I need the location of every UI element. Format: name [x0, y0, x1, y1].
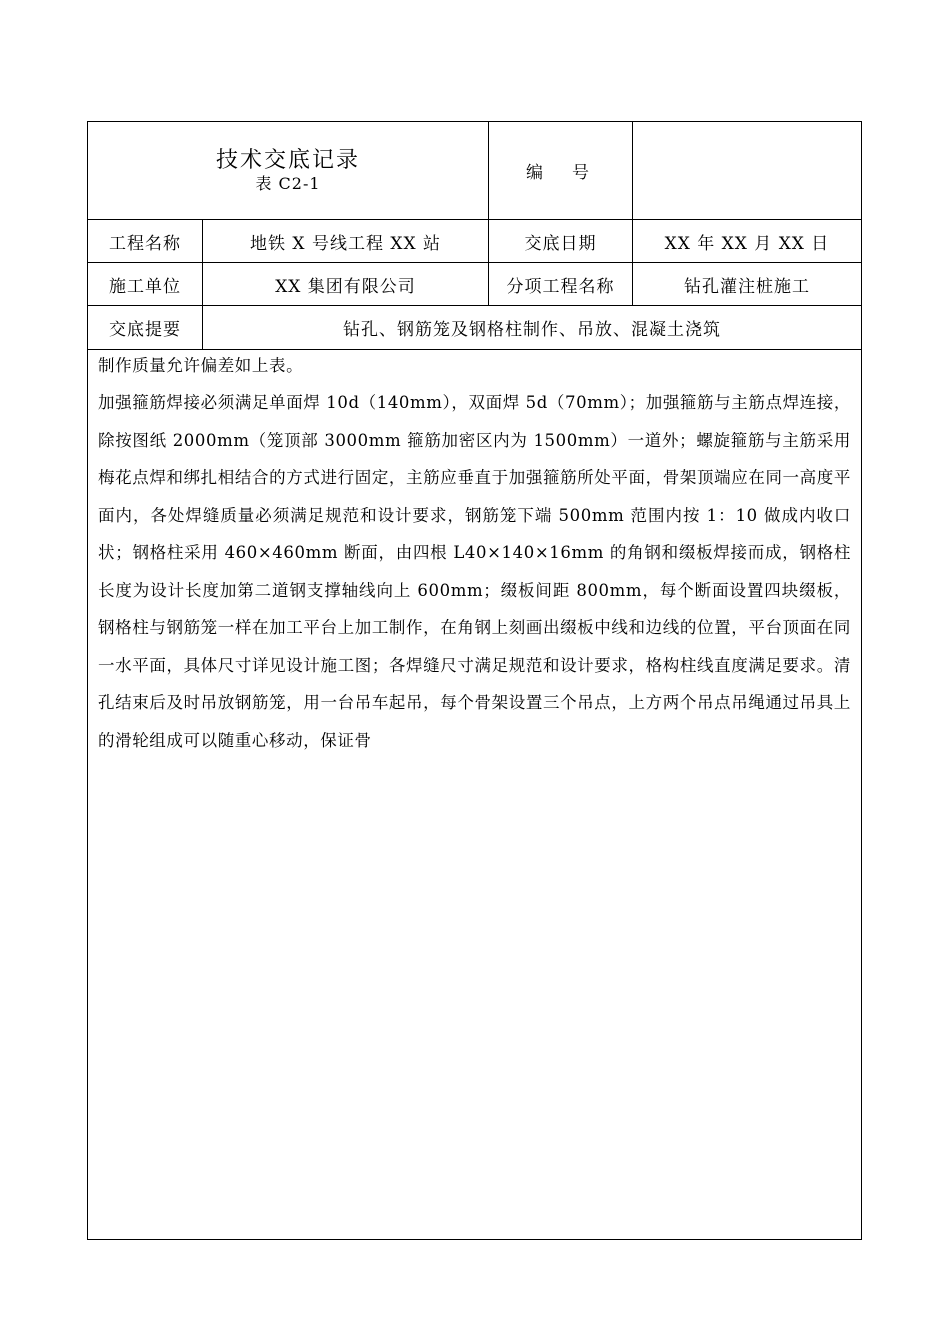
form-header-row	[88, 122, 861, 220]
contractor-value: XX 集团有限公司	[203, 263, 489, 305]
body-paragraph: 加强箍筋焊接必须满足单面焊 10d（140mm），双面焊 5d（70mm）；加强箍筋与主筋点焊连接，除按图纸 2000mm（笼顶部 3000mm 箍筋加密区内为 1500mm）一道外；螺旋箍筋与主筋采用梅花点焊和绑扎相结合的方式进行固定，主筋应垂直于加强箍筋所处平面，骨架顶端应在同一高度平面内，各处焊缝质量必须满足规范和设计要求，钢筋笼下端 500mm 范围内按 1：10 做成内收口状；钢格柱采用 460×460mm 断面，由四根 L40×140×16mm 的角钢和缀板焊接而成，钢格柱长度为设计长度加第二道钢支撑轴线向上 600mm；缀板间距 800mm，每个断面设置四块缀板，钢格柱与钢筋笼一样在加工平台上加工制作，在角钢上刻画出缀板中线和边线的位置，平台顶面在同一水平面，具体尺寸详见设计施工图；各焊缝尺寸满足规范和设计要求，格构柱线直度满足要求。清孔结束后及时吊放钢筋笼，用一台吊车起吊，每个骨架设置三个吊点，上方两个吊点吊绳通过吊具上的滑轮组成可以随重心移动，保证骨	[98, 393, 851, 750]
summary-label: 交底提要	[88, 306, 203, 349]
project-info-row	[88, 220, 861, 263]
form-code: 表 C2-1	[255, 173, 321, 193]
summary-row	[88, 306, 861, 350]
date-value: XX 年 XX 月 XX 日	[664, 233, 830, 254]
number-label: 编 号	[489, 122, 633, 219]
form-title-cell	[88, 122, 489, 219]
project-name-label: 工程名称	[88, 220, 203, 262]
form-title: 技术交底记录	[215, 147, 360, 173]
subitem-value: 钻孔灌注桩施工	[684, 276, 810, 297]
number-value	[633, 122, 861, 219]
disclosure-content	[98, 352, 851, 759]
tech-disclosure-form	[87, 121, 862, 1240]
body-first-line: 制作质量允许偏差如上表。	[98, 356, 304, 375]
project-name-value: 地铁 X 号线工程 XX 站	[203, 220, 489, 262]
contractor-label: 施工单位	[88, 263, 203, 305]
subitem-label: 分项工程名称	[489, 263, 633, 305]
date-label: 交底日期	[489, 220, 633, 262]
contractor-row	[88, 263, 861, 306]
summary-value: 钻孔、钢筋笼及钢格柱制作、吊放、混凝土浇筑	[343, 320, 721, 340]
